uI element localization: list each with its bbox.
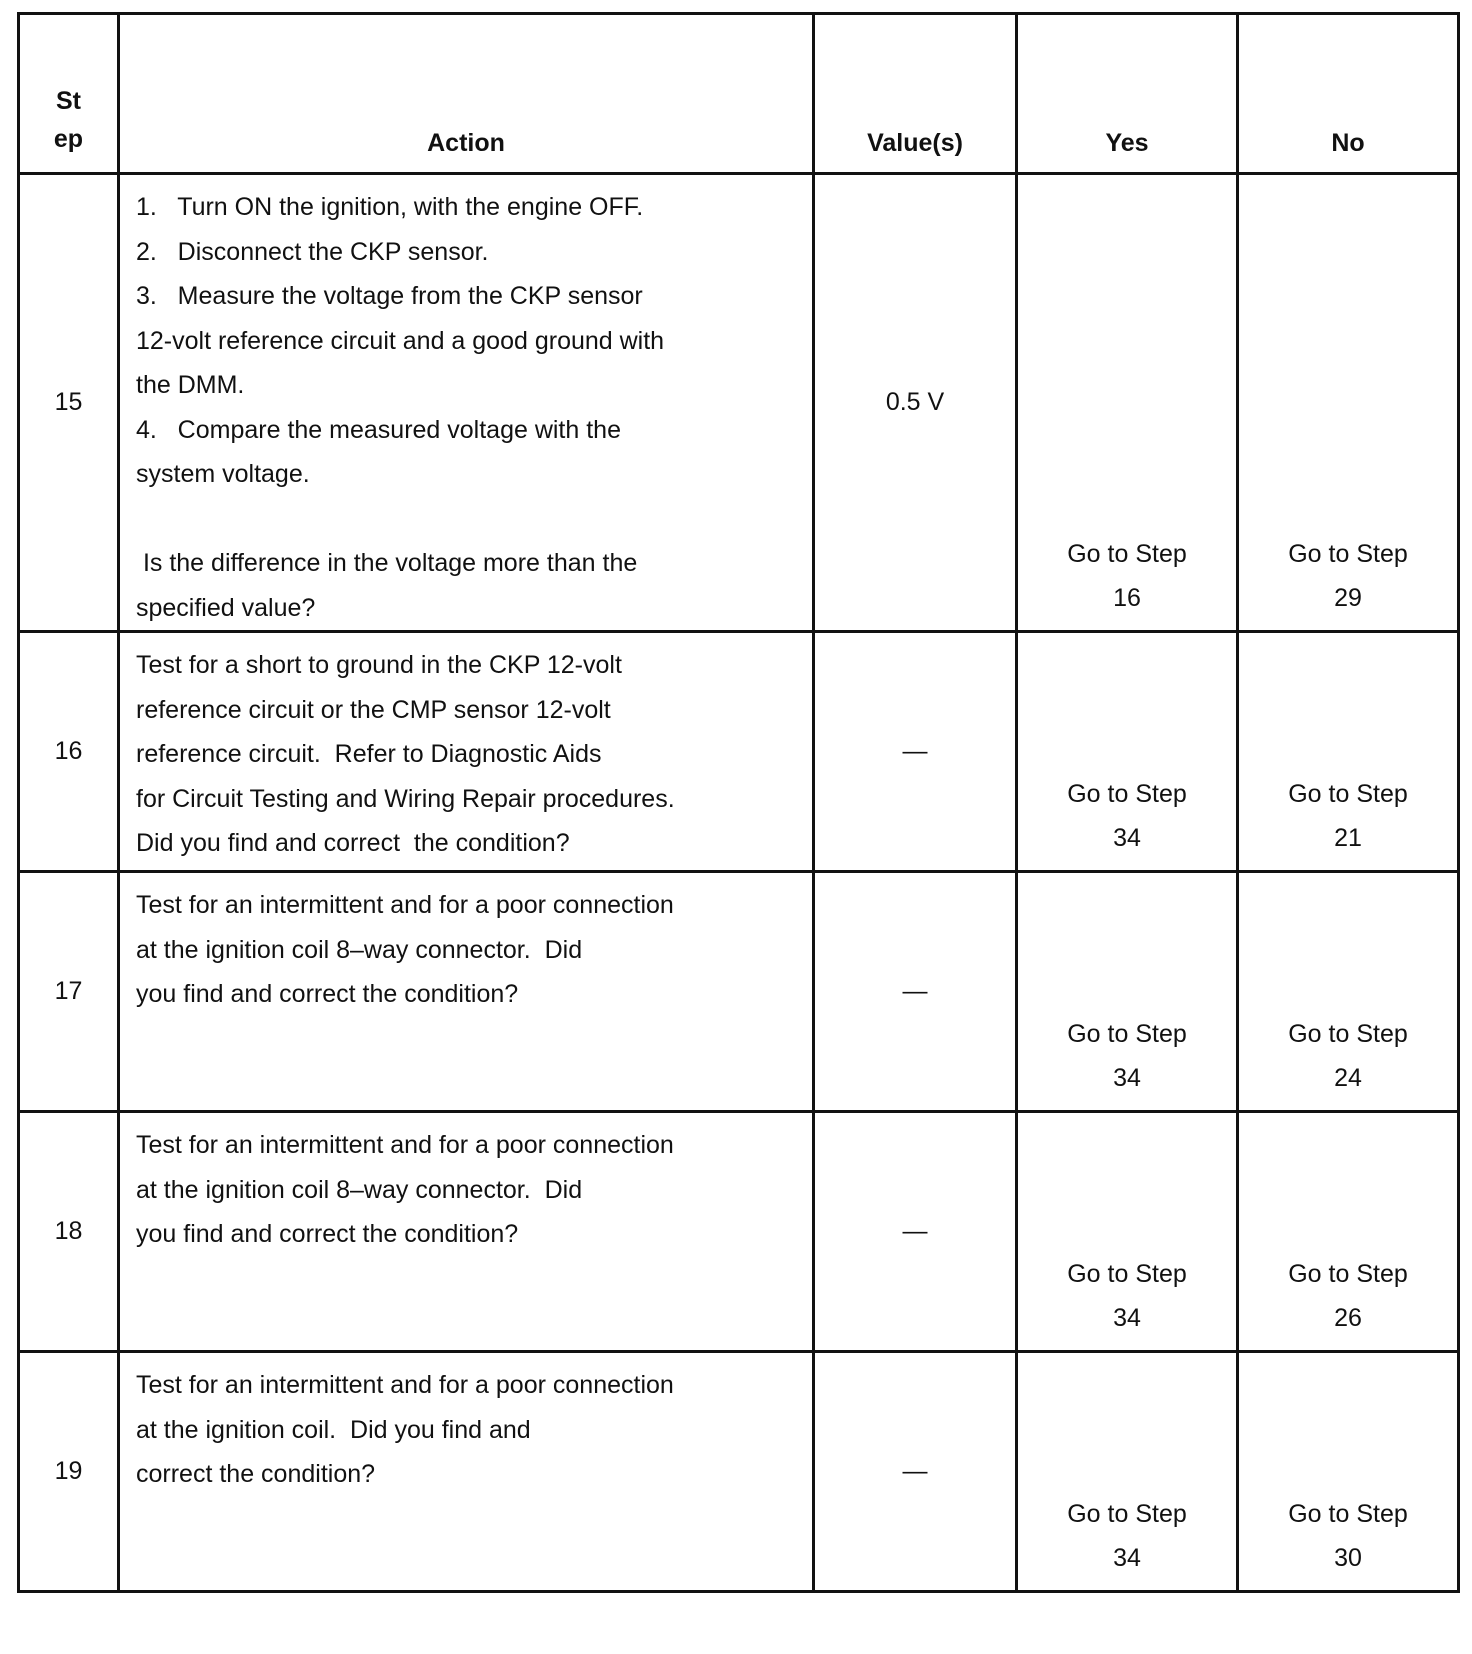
action-line: correct the condition? (136, 1460, 376, 1488)
yes-cell (1017, 174, 1238, 632)
header-step (19, 14, 119, 174)
step-number: 15 (19, 174, 119, 632)
action-line: the DMM. (136, 371, 245, 399)
action-line: you find and correct the condition? (136, 1220, 519, 1248)
no-goto-label: Go to Step (1288, 540, 1408, 568)
action-line: Did you find and correct the condition? (136, 829, 570, 857)
header-row (19, 14, 1459, 174)
no-goto-step: 21 (1334, 824, 1362, 852)
header-action: Action (119, 14, 814, 174)
table-row (19, 632, 1459, 872)
action-line: Test for an intermittent and for a poor connection (136, 1371, 674, 1399)
action-line: 3. Measure the voltage from the CKP sensor (136, 282, 643, 310)
yes-goto-step: 34 (1113, 824, 1141, 852)
header-values: Value(s) (814, 14, 1017, 174)
no-cell (1238, 632, 1459, 872)
step-number: 16 (19, 632, 119, 872)
no-goto-label: Go to Step (1288, 780, 1408, 808)
action-line: 1. Turn ON the ignition, with the engine OFF. (136, 193, 644, 221)
yes-goto-label: Go to Step (1067, 1260, 1187, 1288)
action-line (136, 497, 812, 542)
no-goto-step: 30 (1334, 1544, 1362, 1572)
action-line: you find and correct the condition? (136, 980, 519, 1008)
table-row (19, 174, 1459, 632)
step-number: 17 (19, 872, 119, 1112)
no-goto-label: Go to Step (1288, 1260, 1408, 1288)
header-yes: Yes (1017, 14, 1238, 174)
no-cell (1238, 1112, 1459, 1352)
action-text (119, 174, 814, 632)
action-line: 4. Compare the measured voltage with the (136, 415, 621, 444)
value-cell: — (814, 632, 1017, 872)
diagnostic-table (17, 12, 1460, 1593)
table-row (19, 1352, 1459, 1592)
action-text (119, 632, 814, 872)
yes-goto-step: 34 (1113, 1544, 1141, 1572)
yes-cell (1017, 632, 1238, 872)
action-line: Test for an intermittent and for a poor connection (136, 891, 674, 919)
header-step-line1: St (56, 87, 81, 115)
value-cell: — (814, 872, 1017, 1112)
table-row (19, 872, 1459, 1112)
table-row (19, 1112, 1459, 1352)
action-line: at the ignition coil 8–way connector. Did (136, 1175, 583, 1204)
yes-goto-label: Go to Step (1067, 780, 1187, 808)
header-step-line2: ep (53, 125, 84, 153)
yes-cell (1017, 1112, 1238, 1352)
action-line: at the ignition coil. Did you find and (136, 1415, 531, 1444)
action-text (119, 1112, 814, 1352)
yes-goto-step: 34 (1113, 1064, 1141, 1092)
value-cell: 0.5 V (814, 174, 1017, 632)
no-cell (1238, 1352, 1459, 1592)
yes-goto-label: Go to Step (1067, 1020, 1187, 1048)
yes-goto-label: Go to Step (1067, 540, 1187, 568)
action-line: 2. Disconnect the CKP sensor. (136, 237, 489, 266)
no-cell (1238, 872, 1459, 1112)
table-body (19, 174, 1459, 1592)
yes-goto-label: Go to Step (1067, 1500, 1187, 1528)
value-cell: — (814, 1112, 1017, 1352)
step-number: 19 (19, 1352, 119, 1592)
action-line: 12-volt reference circuit and a good ground with (136, 326, 665, 355)
action-line: Test for a short to ground in the CKP 12-volt (136, 651, 622, 679)
action-line: reference circuit. Refer to Diagnostic Aids (136, 740, 602, 768)
header-no: No (1238, 14, 1459, 174)
yes-goto-step: 16 (1113, 584, 1141, 612)
step-number: 18 (19, 1112, 119, 1352)
action-line: at the ignition coil 8–way connector. Did (136, 935, 583, 964)
action-line: specified value? (136, 593, 316, 622)
no-goto-label: Go to Step (1288, 1020, 1408, 1048)
no-goto-step: 29 (1334, 584, 1362, 612)
action-line: reference circuit or the CMP sensor 12-volt (136, 695, 611, 724)
action-line: Test for an intermittent and for a poor connection (136, 1131, 674, 1159)
no-cell (1238, 174, 1459, 632)
no-goto-step: 26 (1334, 1304, 1362, 1332)
yes-cell (1017, 1352, 1238, 1592)
yes-goto-step: 34 (1113, 1304, 1141, 1332)
value-cell: — (814, 1352, 1017, 1592)
action-text (119, 872, 814, 1112)
action-line: for Circuit Testing and Wiring Repair procedures. (136, 784, 675, 813)
action-line: system voltage. (136, 460, 310, 488)
no-goto-step: 24 (1334, 1064, 1362, 1092)
action-line: Is the difference in the voltage more than the (136, 549, 638, 577)
action-text (119, 1352, 814, 1592)
no-goto-label: Go to Step (1288, 1500, 1408, 1528)
yes-cell (1017, 872, 1238, 1112)
